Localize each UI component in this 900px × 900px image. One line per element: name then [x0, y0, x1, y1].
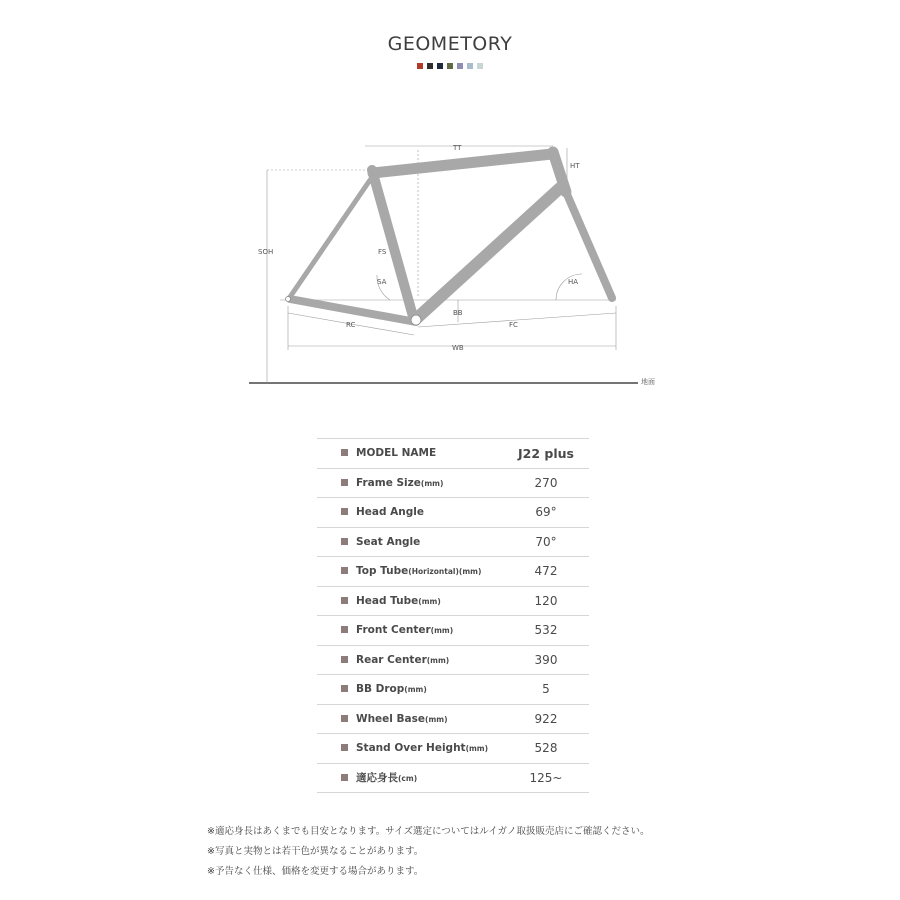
bottom-bracket — [411, 315, 421, 325]
label-fs: FS — [378, 248, 387, 256]
spec-value: 390 — [503, 645, 589, 675]
row-marker — [341, 774, 348, 781]
label-bb: BB — [453, 309, 463, 317]
spec-row — [317, 557, 589, 587]
spec-row — [317, 645, 589, 675]
spec-label-cell — [317, 586, 503, 616]
label-sa: SA — [377, 278, 387, 286]
bike-frame — [290, 152, 612, 322]
spec-row — [317, 763, 589, 793]
row-marker — [341, 656, 348, 663]
spec-value: 5 — [503, 675, 589, 705]
spec-label: Head Tube — [356, 594, 419, 607]
label-fc: FC — [509, 321, 518, 329]
row-marker — [341, 715, 348, 722]
spec-value: 472 — [503, 557, 589, 587]
spec-value: 69° — [503, 498, 589, 528]
swatch-lavender[interactable] — [457, 63, 463, 69]
label-tt: TT — [453, 144, 462, 152]
spec-label-cell — [317, 498, 503, 528]
spec-label-cell — [317, 468, 503, 498]
spec-table — [317, 438, 589, 793]
spec-label: Frame Size — [356, 476, 421, 489]
spec-row — [317, 675, 589, 705]
swatch-black[interactable] — [427, 63, 433, 69]
spec-row — [317, 468, 589, 498]
spec-row — [317, 734, 589, 764]
row-marker — [341, 567, 348, 574]
spec-value: 532 — [503, 616, 589, 646]
spec-label-cell — [317, 616, 503, 646]
spec-header-label: MODEL NAME — [356, 447, 437, 460]
spec-label-cell — [317, 704, 503, 734]
spec-header-row — [317, 439, 589, 469]
guide-lines — [249, 146, 638, 383]
label-rc: RC — [346, 321, 356, 329]
spec-label-cell — [317, 439, 503, 469]
swatch-red[interactable] — [417, 63, 423, 69]
row-marker — [341, 744, 348, 751]
spec-row — [317, 498, 589, 528]
row-marker — [341, 626, 348, 633]
spec-label: Wheel Base — [356, 712, 426, 725]
color-swatches — [0, 63, 900, 69]
spec-label-cell — [317, 763, 503, 793]
spec-row — [317, 527, 589, 557]
geometry-diagram — [240, 100, 660, 400]
spec-value: 922 — [503, 704, 589, 734]
row-marker — [341, 597, 348, 604]
spec-unit: (mm) — [418, 596, 441, 606]
spec-row — [317, 704, 589, 734]
spec-label: BB Drop — [356, 683, 405, 696]
spec-label: Rear Center — [356, 653, 427, 666]
seat-stay — [290, 180, 370, 297]
label-soh: SOH — [258, 248, 274, 256]
spec-value: 270 — [503, 468, 589, 498]
spec-label: 適応身長 — [356, 772, 398, 785]
footnotes — [207, 822, 650, 883]
spec-label: Front Center — [356, 624, 431, 637]
spec-unit: (mm) — [425, 714, 448, 724]
label-ha: HA — [568, 278, 579, 286]
row-marker — [341, 449, 348, 456]
top-tube — [373, 154, 552, 173]
down-tube — [416, 188, 560, 319]
spec-label-cell — [317, 645, 503, 675]
swatch-navy[interactable] — [437, 63, 443, 69]
spec-unit: (mm) — [420, 478, 444, 488]
note-color-variance: ※写真と実物とは若干色が異なることがあります。 — [207, 846, 424, 858]
spec-label: Top Tube — [356, 565, 409, 578]
label-wb: WB — [452, 344, 464, 352]
spec-row — [317, 616, 589, 646]
spec-label-cell — [317, 557, 503, 587]
spec-unit: (mm) — [430, 626, 454, 636]
spec-label-cell — [317, 734, 503, 764]
spec-unit: (mm) — [404, 685, 427, 695]
spec-value: 125~ — [503, 763, 589, 793]
swatch-pale-gray[interactable] — [477, 63, 483, 69]
note-fit-height: ※適応身長はあくまでも目安となります。サイズ選定についてはルイガノ取扱販売店にご確認ください。 — [207, 826, 650, 837]
model-name-value: J22 plus — [503, 439, 589, 469]
seat-tube — [372, 170, 414, 320]
spec-table-body — [317, 439, 589, 793]
spec-label: Stand Over Height — [356, 742, 466, 755]
spec-unit: (mm) — [465, 744, 489, 754]
spec-value: 120 — [503, 586, 589, 616]
spec-label: Seat Angle — [356, 535, 421, 548]
spec-value: 528 — [503, 734, 589, 764]
spec-unit: (cm) — [398, 774, 418, 784]
spec-label-cell — [317, 527, 503, 557]
rear-axle — [286, 297, 291, 302]
spec-label: Head Angle — [356, 506, 425, 519]
row-marker — [341, 538, 348, 545]
spec-value: 70° — [503, 527, 589, 557]
spec-unit: (Horizontal)(mm) — [408, 567, 482, 577]
label-ground: 地面 — [641, 378, 655, 386]
page-title: GEOMETORY — [387, 33, 513, 55]
frame-diagram-svg — [240, 100, 660, 400]
swatch-light-blue[interactable] — [467, 63, 473, 69]
row-marker — [341, 685, 348, 692]
spec-label-cell — [317, 675, 503, 705]
label-ht: HT — [570, 162, 580, 170]
chain-stay — [290, 299, 416, 322]
note-spec-change: ※予告なく仕様、価格を変更する場合があります。 — [207, 866, 424, 878]
row-marker — [341, 479, 348, 486]
spec-unit: (mm) — [426, 655, 450, 665]
row-marker — [341, 508, 348, 515]
spec-row — [317, 586, 589, 616]
swatch-olive[interactable] — [447, 63, 453, 69]
